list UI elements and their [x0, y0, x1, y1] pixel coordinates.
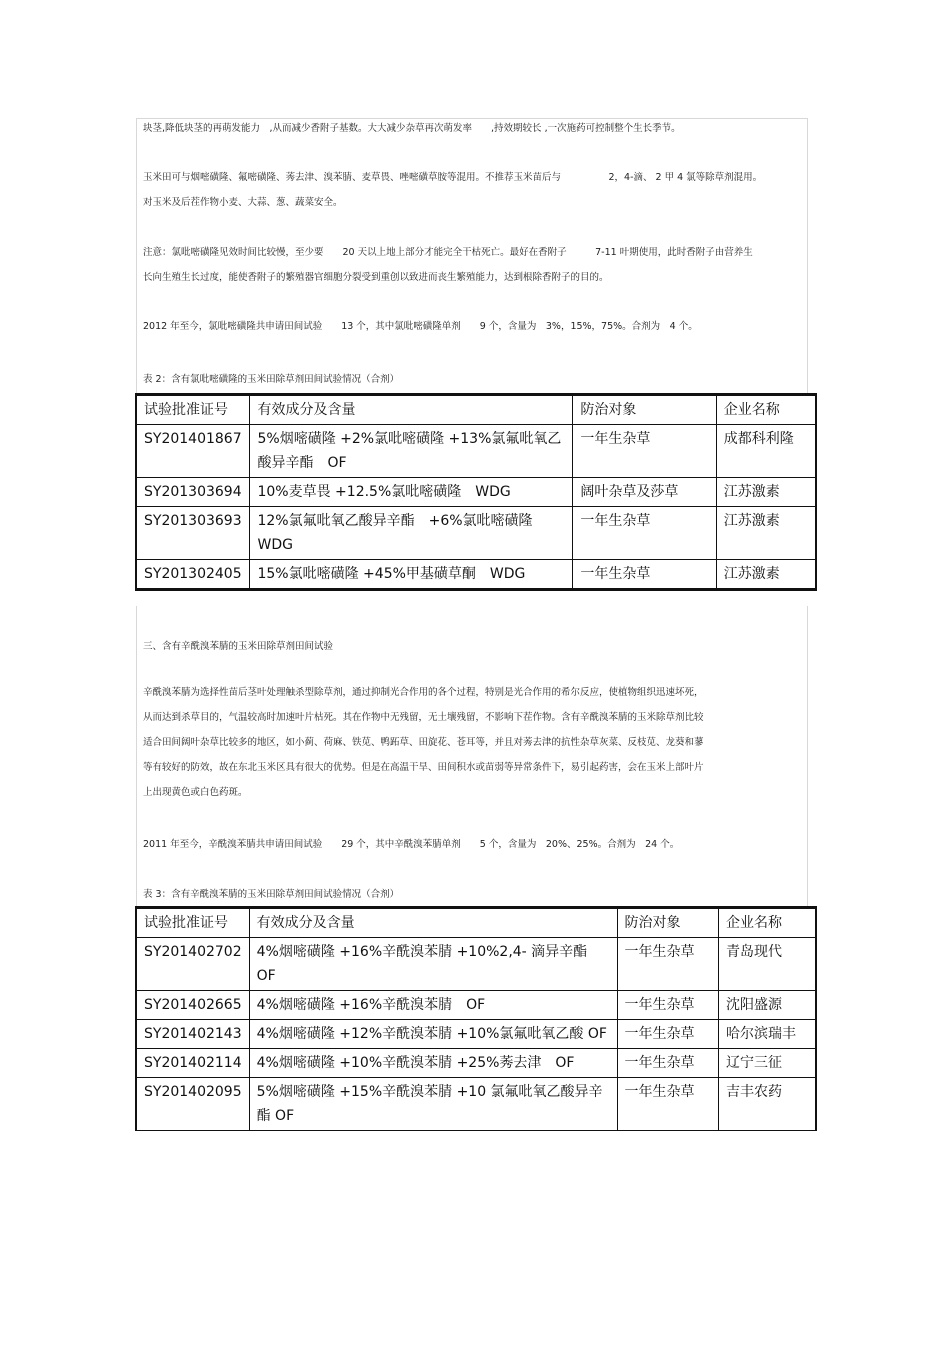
table-cell: 5%烟嘧磺隆 +2%氯吡嘧磺隆 +13%氯氟吡氧乙酸异辛酯 OF [250, 425, 573, 478]
paragraph-trial-count-2 [143, 832, 803, 857]
table-row [136, 478, 816, 507]
table-cell: SY201402665 [136, 991, 249, 1020]
table-cell: 一年生杂草 [617, 938, 718, 991]
table-cell: SY201402095 [136, 1078, 249, 1131]
table-cell: 一年生杂草 [617, 1020, 718, 1049]
table-cell: 江苏激素 [716, 507, 816, 560]
text-line: 2011 年至今，辛酰溴苯腈共申请田间试验 29 个，其中辛酰溴苯腈单剂 5 个，含量为 20%、25%。合剂为 24 个。 [143, 839, 680, 850]
table3 [135, 906, 817, 1131]
header-cell: 试验批准证号 [136, 395, 250, 425]
text-line: 上出现黄色或白色药斑。 [143, 787, 248, 798]
table-cell: 江苏激素 [716, 478, 816, 507]
table-cell: SY201402114 [136, 1049, 249, 1078]
table-row [136, 991, 816, 1020]
table-cell: 一年生杂草 [573, 425, 716, 478]
table-row [136, 425, 816, 478]
header-cell: 防治对象 [573, 395, 716, 425]
table2-caption: 表 2：含有氯吡嘧磺隆的玉米田除草剂田间试验情况（合剂） [143, 374, 400, 385]
table-cell: 成都科利隆 [716, 425, 816, 478]
table-header-row [136, 395, 816, 425]
paragraph-bromoxynil [143, 680, 803, 805]
header-cell: 有效成分及含量 [250, 395, 573, 425]
table-row [136, 1078, 816, 1131]
text-line: 2012 年至今，氯吡嘧磺隆共申请田间试验 13 个，其中氯吡嘧磺隆单剂 9 个，含量为 3%，15%，75%。合剂为 4 个。 [143, 321, 698, 332]
table-cell: 辽宁三征 [718, 1049, 816, 1078]
table-cell: SY201401867 [136, 425, 250, 478]
header-cell: 试验批准证号 [136, 908, 249, 938]
table-row [136, 507, 816, 560]
table-cell: 江苏激素 [716, 560, 816, 590]
paragraph-mixing [143, 165, 803, 215]
table-cell: 阔叶杂草及莎草 [573, 478, 716, 507]
paragraph-trial-count-1 [143, 314, 803, 339]
table-cell: SY201303694 [136, 478, 250, 507]
header-cell: 企业名称 [718, 908, 816, 938]
table-cell: 4%烟嘧磺隆 +12%辛酰溴苯腈 +10%氯氟吡氧乙酸 OF [249, 1020, 617, 1049]
page-frame-right [807, 118, 808, 396]
table-cell: 沈阳盛源 [718, 991, 816, 1020]
page-frame-right-mid [807, 606, 808, 908]
table-cell: 青岛现代 [718, 938, 816, 991]
table-row [136, 938, 816, 991]
table-cell: 4%烟嘧磺隆 +16%辛酰溴苯腈 OF [249, 991, 617, 1020]
section-heading-3: 三、含有辛酰溴苯腈的玉米田除草剂田间试验 [143, 641, 334, 652]
text-line: 适合田间阔叶杂草比较多的地区，如小蓟、荷麻、铁苋、鸭跖草、田旋花、苍耳等，并且对莠去津的抗性杂草灰菜、反枝苋、龙葵和蓼 [143, 737, 704, 748]
table-row [136, 1049, 816, 1078]
table-cell: SY201303693 [136, 507, 250, 560]
table-header-row [136, 908, 816, 938]
table-cell: 哈尔滨瑞丰 [718, 1020, 816, 1049]
paragraph-note [143, 240, 803, 290]
header-cell: 有效成分及含量 [249, 908, 617, 938]
table-row [136, 560, 816, 590]
table2 [135, 393, 817, 591]
text-line: 对玉米及后茬作物小麦、大蒜、葱、蔬菜安全。 [143, 197, 343, 208]
text-line: 块茎,降低块茎的再萌发能力 ,从而减少香附子基数。大大减少杂草再次萌发率 ,持效期较长 ,一次施药可控制整个生长季节。 [143, 123, 681, 134]
page-frame-left [136, 118, 137, 396]
text-line: 从而达到杀草目的，气温较高时加速叶片枯死。其在作物中无残留，无土壤残留，不影响下茬作物。含有辛酰溴苯腈的玉米除草剂比较 [143, 712, 704, 723]
text-line: 长向生殖生长过度，能使香附子的繁殖器官细胞分裂受到重创以致进而丧生繁殖能力，达到根除香附子的目的。 [143, 272, 609, 283]
table-cell: 4%烟嘧磺隆 +10%辛酰溴苯腈 +25%莠去津 OF [249, 1049, 617, 1078]
table-cell: 12%氯氟吡氧乙酸异辛酯 +6%氯吡嘧磺隆 WDG [250, 507, 573, 560]
table-cell: SY201302405 [136, 560, 250, 590]
table-cell: SY201402143 [136, 1020, 249, 1049]
table-cell: 5%烟嘧磺隆 +15%辛酰溴苯腈 +10 氯氟吡氧乙酸异辛酯 OF [249, 1078, 617, 1131]
header-cell: 企业名称 [716, 395, 816, 425]
table-cell: 一年生杂草 [573, 507, 716, 560]
table-cell: 一年生杂草 [617, 1078, 718, 1131]
table-cell: 一年生杂草 [617, 991, 718, 1020]
table-cell: 一年生杂草 [573, 560, 716, 590]
table-cell: 15%氯吡嘧磺隆 +45%甲基磺草酮 WDG [250, 560, 573, 590]
paragraph-tuber-effect [143, 116, 803, 141]
header-cell: 防治对象 [617, 908, 718, 938]
table-cell: 吉丰农药 [718, 1078, 816, 1131]
table-cell: SY201402702 [136, 938, 249, 991]
text-line: 辛酰溴苯腈为选择性苗后茎叶处理触杀型除草剂，通过抑制光合作用的各个过程，特别是光合作用的希尔反应，使植物组织迅速坏死， [143, 687, 704, 698]
table-row [136, 1020, 816, 1049]
text-line: 玉米田可与烟嘧磺隆、氟嘧磺隆、莠去津、溴苯腈、麦草畏、唑嘧磺草胺等混用。不推荐玉米苗后与 2，4-滴、 2 甲 4 氯等除草剂混用。 [143, 172, 763, 183]
table3-caption: 表 3：含有辛酰溴苯腈的玉米田除草剂田间试验情况（合剂） [143, 889, 400, 900]
text-line: 注意：氯吡嘧磺隆见效时间比较慢，至少要 20 天以上地上部分才能完全干枯死亡。最好在香附子 7-11 叶期使用，此时香附子由营养生 [143, 247, 753, 258]
table-cell: 10%麦草畏 +12.5%氯吡嘧磺隆 WDG [250, 478, 573, 507]
table-cell: 一年生杂草 [617, 1049, 718, 1078]
page-frame-left-mid [136, 606, 137, 908]
table-cell: 4%烟嘧磺隆 +16%辛酰溴苯腈 +10%2,4- 滴异辛酯 OF [249, 938, 617, 991]
text-line: 等有较好的防效，故在东北玉米区具有很大的优势。但是在高温干旱、田间积水或苗弱等异常条件下，易引起药害，会在玉米上部叶片 [143, 762, 704, 773]
